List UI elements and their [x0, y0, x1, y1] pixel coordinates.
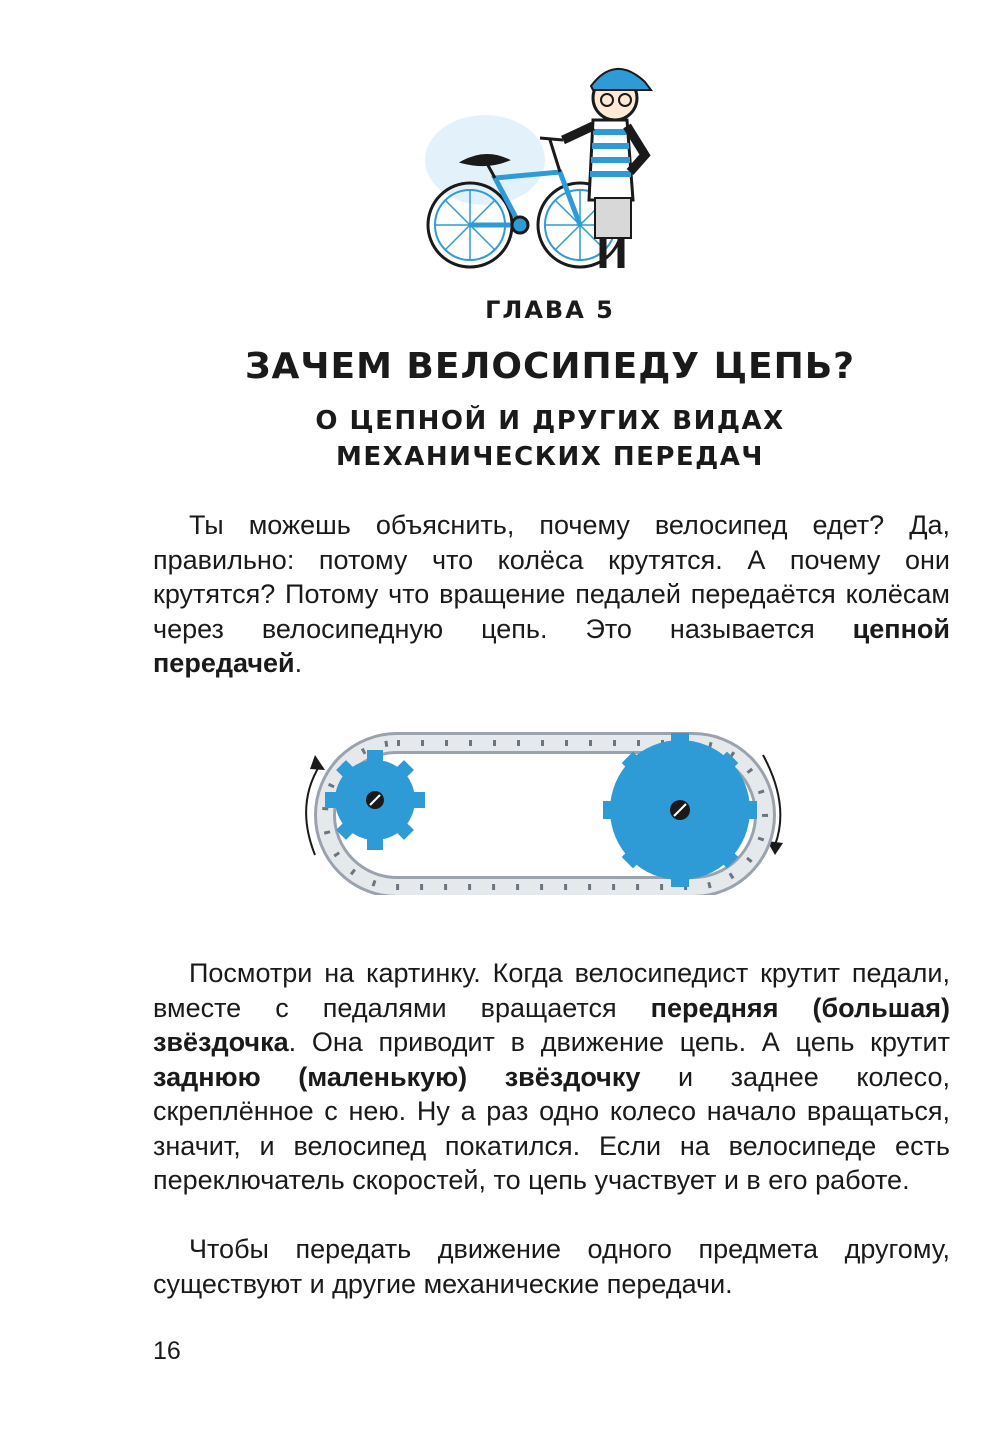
subtitle-line-2: МЕХАНИЧЕСКИХ ПЕРЕДАЧ: [336, 442, 764, 472]
boy-with-bicycle-illustration: [415, 60, 675, 280]
paragraph-intro: [153, 508, 950, 681]
term-chain-drive: цепной передачей: [153, 613, 950, 678]
chapter-title: ЗАЧЕМ ВЕЛОСИПЕДУ ЦЕПЬ?: [244, 346, 856, 387]
paragraph-other-drives-text: Чтобы передать движение одного предмета другому, существуют и другие механические передачи.: [153, 1234, 950, 1299]
paragraph-explanation-text-a: Посмотри на картинку. Когда велосипедист крутит педали, вместе с педалями вращается: [153, 958, 950, 1023]
chapter-subtitle: [0, 403, 1000, 475]
paragraph-intro-text-a: Ты можешь объяснить, почему велосипед едет? Да, правильно: потому что колёса крутятся. А почему они крутятся? Потому что вращение педалей передаётся колёсам через велосипедную цепь. Это называется: [153, 510, 950, 644]
boy: [563, 69, 651, 268]
paragraph-explanation-text-b: . Она приводит в движение цепь. А цепь крутит: [288, 1027, 950, 1057]
paragraph-explanation: [153, 956, 950, 1198]
page-number: 16: [153, 1337, 181, 1365]
chain-drive-illustration: [295, 725, 795, 895]
chapter-label: ГЛАВА 5: [485, 296, 615, 324]
paragraph-explanation-text-c: и заднее колесо, скреплённое с нею. Ну а раз одно колесо начало вращаться, значит, и велосипед покатился. Если на велосипеде есть переключатель скоростей, то цепь участвует и в его работе.: [153, 1061, 950, 1195]
term-rear-sprocket: заднюю (маленькую) звёздочку: [153, 1061, 641, 1092]
paragraph-other-drives: [153, 1232, 950, 1301]
subtitle-line-1: О ЦЕПНОЙ И ДРУГИХ ВИДАХ: [315, 406, 785, 436]
paragraph-intro-text-b: .: [294, 648, 303, 678]
arrow-head-left: [310, 755, 325, 770]
term-front-sprocket: передняя (большая) звёздочка: [153, 992, 951, 1057]
